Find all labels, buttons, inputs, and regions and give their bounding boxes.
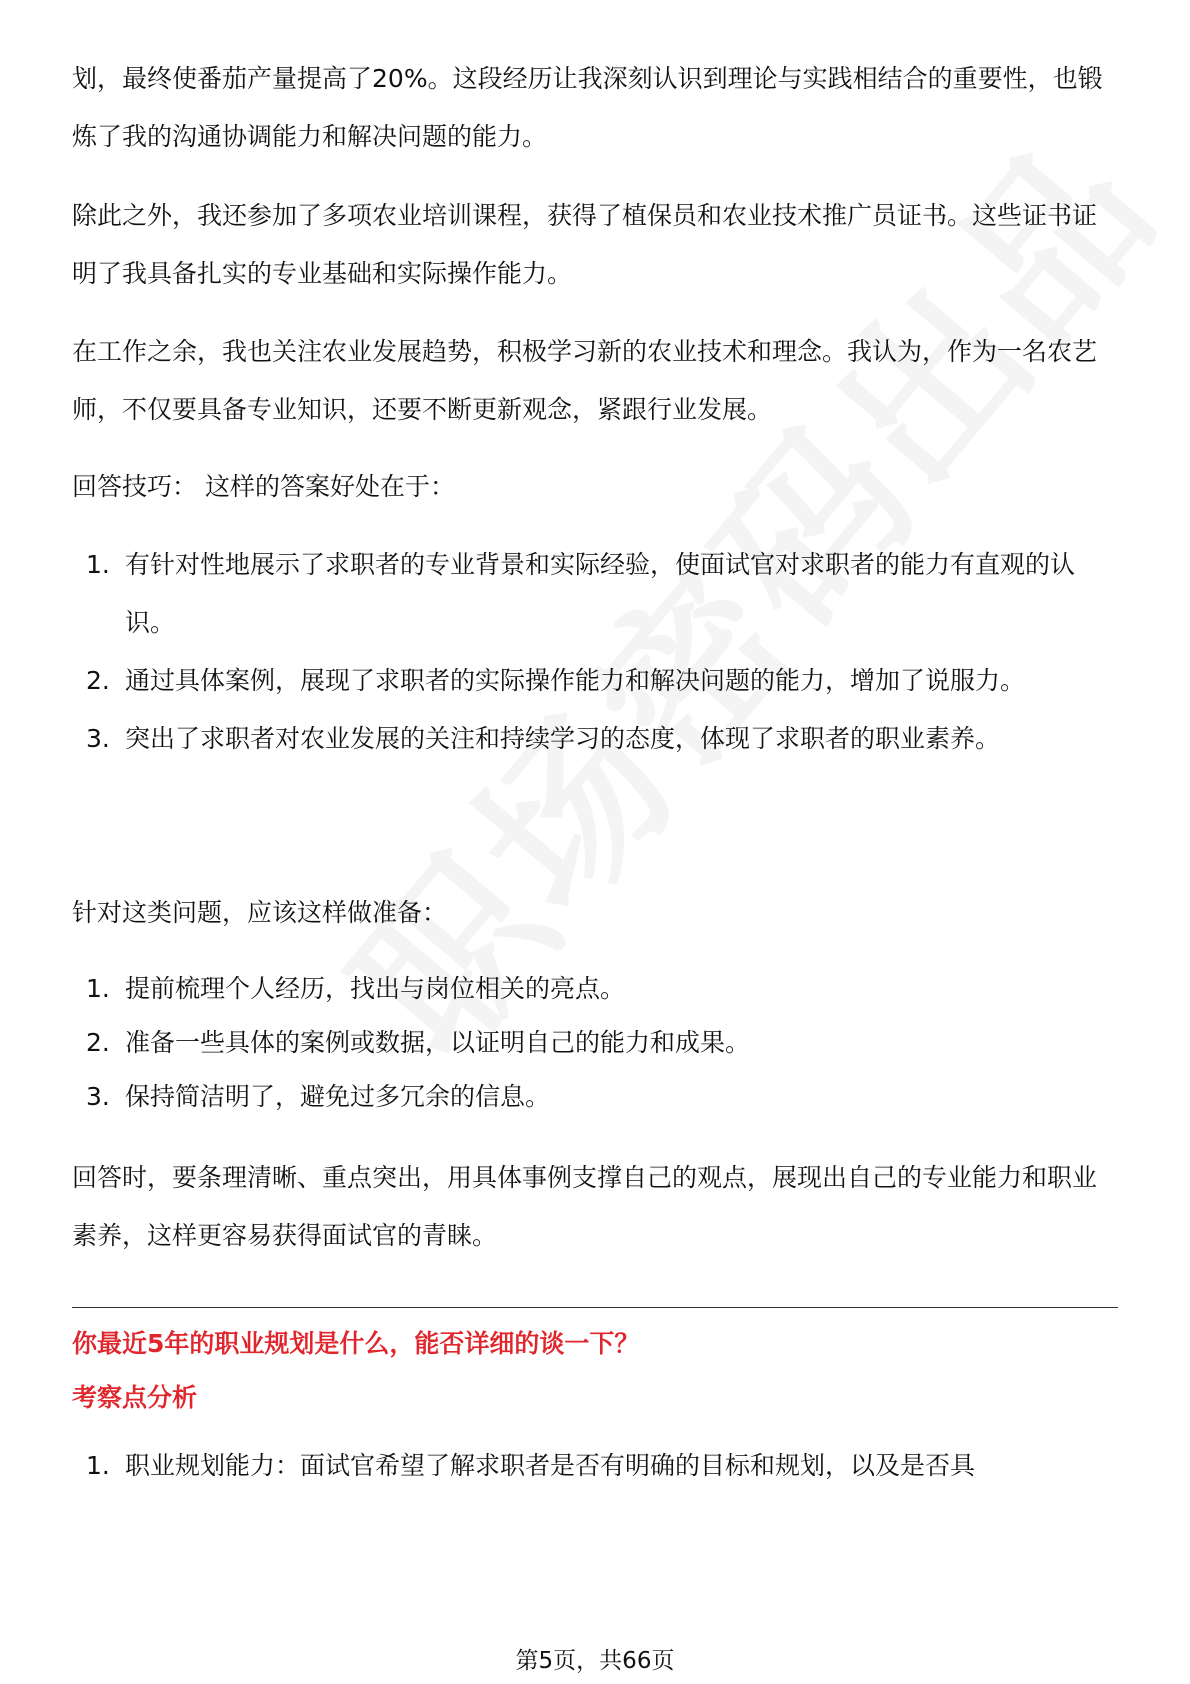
paragraph-certificates: 除此之外，我还参加了多项农业培训课程，获得了植保员和农业技术推广员证书。这些证书证明了我具备扎实的专业基础和实际操作能力。 (72, 201, 1098, 288)
list-text: 保持简洁明了，避免过多冗余的信息。 (125, 1082, 551, 1111)
list-item (72, 1016, 1118, 1070)
tips-list (72, 536, 1118, 768)
question-title: 你最近5年的职业规划是什么，能否详细的谈一下？ (72, 1329, 640, 1358)
list-text: 职业规划能力：面试官希望了解求职者是否有明确的目标和规划，以及是否具 (125, 1451, 976, 1480)
list-number: 3. (86, 724, 110, 753)
prep-list (72, 962, 1118, 1124)
list-text: 突出了求职者对农业发展的关注和持续学习的态度，体现了求职者的职业素养。 (125, 724, 1001, 753)
tips-intro: 回答技巧： 这样的答案好处在于： (72, 472, 455, 501)
analysis-list (72, 1437, 1118, 1495)
list-number: 3. (86, 1082, 110, 1111)
list-item (72, 710, 1118, 768)
prep-intro: 针对这类问题，应该这样做准备： (72, 898, 448, 927)
list-number: 1. (86, 550, 110, 579)
section-divider (72, 1307, 1118, 1308)
list-number: 1. (86, 1451, 110, 1480)
list-number: 2. (86, 1028, 110, 1057)
list-item (72, 1437, 1118, 1495)
list-item (72, 536, 1118, 652)
list-item (72, 1070, 1118, 1124)
list-text: 提前梳理个人经历，找出与岗位相关的亮点。 (125, 974, 626, 1003)
list-text: 有针对性地展示了求职者的专业背景和实际经验，使面试官对求职者的能力有直观的认识。 (125, 550, 1076, 637)
list-number: 2. (86, 666, 110, 695)
page-footer: 第5页，共66页 (515, 1648, 675, 1674)
list-item (72, 652, 1118, 710)
list-text: 通过具体案例，展现了求职者的实际操作能力和解决问题的能力，增加了说服力。 (125, 666, 1026, 695)
list-number: 1. (86, 974, 110, 1003)
list-item (72, 962, 1118, 1016)
analysis-heading: 考察点分析 (72, 1383, 198, 1412)
paragraph-trends: 在工作之余，我也关注农业发展趋势，积极学习新的农业技术和理念。我认为，作为一名农艺师，不仅要具备专业知识，还要不断更新观念，紧跟行业发展。 (72, 337, 1098, 424)
list-text: 准备一些具体的案例或数据，以证明自己的能力和成果。 (125, 1028, 751, 1057)
document-page (72, 0, 1118, 1684)
paragraph-experience-end: 划，最终使番茄产量提高了20%。这段经历让我深刻认识到理论与实践相结合的重要性，也锻炼了我的沟通协调能力和解决问题的能力。 (72, 64, 1103, 151)
paragraph-closing: 回答时，要条理清晰、重点突出，用具体事例支撑自己的观点，展现出自己的专业能力和职业素养，这样更容易获得面试官的青睐。 (72, 1163, 1098, 1250)
